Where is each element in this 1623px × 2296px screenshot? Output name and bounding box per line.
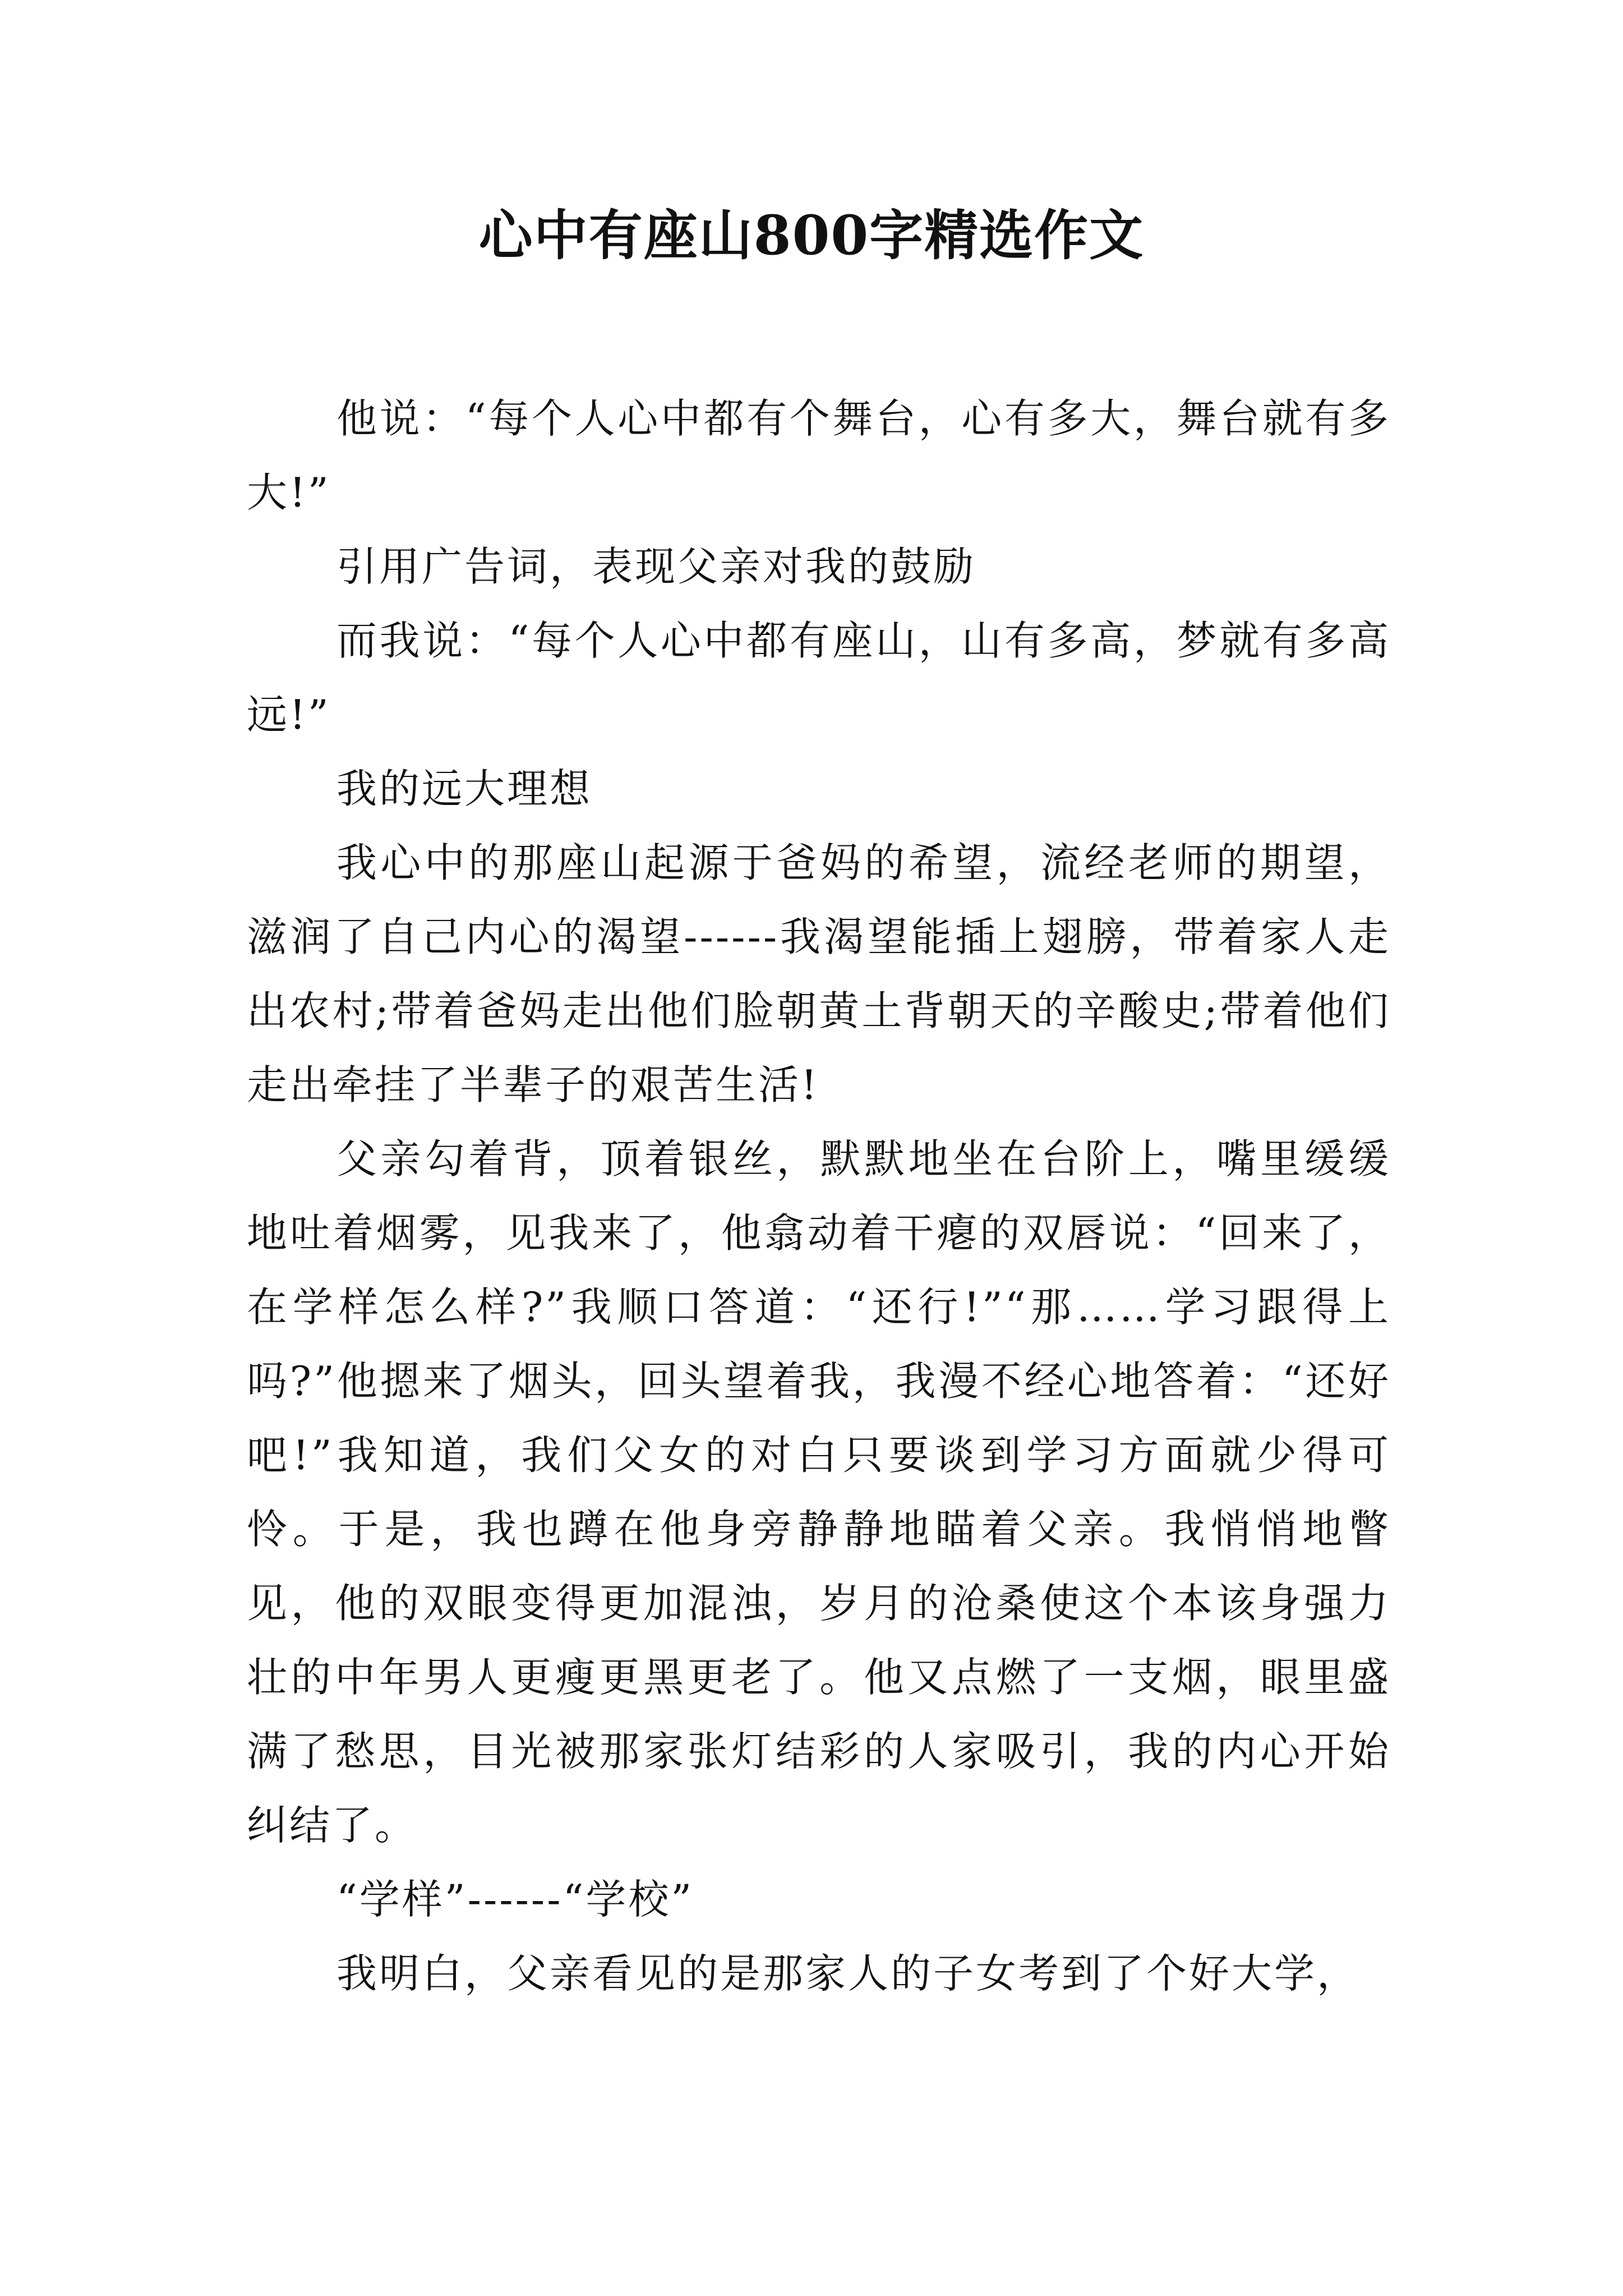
document-body xyxy=(247,381,1391,2010)
paragraph: 而我说：“每个人心中都有座山，山有多高，梦就有多高远!” xyxy=(247,617,1391,738)
document-title: 心中有座山800字精选作文 xyxy=(478,204,1145,267)
paragraph: “学样”------“学校” xyxy=(336,1876,694,1923)
paragraph: 父亲勾着背，顶着银丝，默默地坐在台阶上，嘴里缓缓地吐着烟雾，见我来了，他翕动着干瘪的双唇说：“回来了，在学样怎么样?”我顺口答道：“还行!”“那……学习跟得上吗?”他摁来了烟头，回头望着我，我漫不经心地答着：“还好吧!”我知道，我们父女的对白只要谈到学习方面就少得可怜。于是，我也蹲在他身旁静静地瞄着父亲。我悄悄地瞥见，他的双眼变得更加混浊，岁月的沧桑使这个本该身强力壮的中年男人更瘦更黑更老了。他又点燃了一支烟，眼里盛满了愁思，目光被那家张灯结彩的人家吸引，我的内心开始纠结了。 xyxy=(247,1135,1391,1849)
paragraph: 我心中的那座山起源于爸妈的希望，流经老师的期望，滋润了自己内心的渴望------我渴望能插上翅膀，带着家人走出农村;带着爸妈走出他们脸朝黄土背朝天的辛酸史;带着他们走出牵挂了半辈子的艰苦生活! xyxy=(247,839,1391,1108)
paragraph: 我明白，父亲看见的是那家人的子女考到了个好大学， xyxy=(336,1950,1360,1997)
paragraph: 引用广告词，表现父亲对我的鼓励 xyxy=(336,543,976,590)
paragraph: 我的远大理想 xyxy=(336,765,593,812)
paragraph: 他说：“每个人心中都有个舞台，心有多大，舞台就有多大!” xyxy=(247,395,1391,516)
